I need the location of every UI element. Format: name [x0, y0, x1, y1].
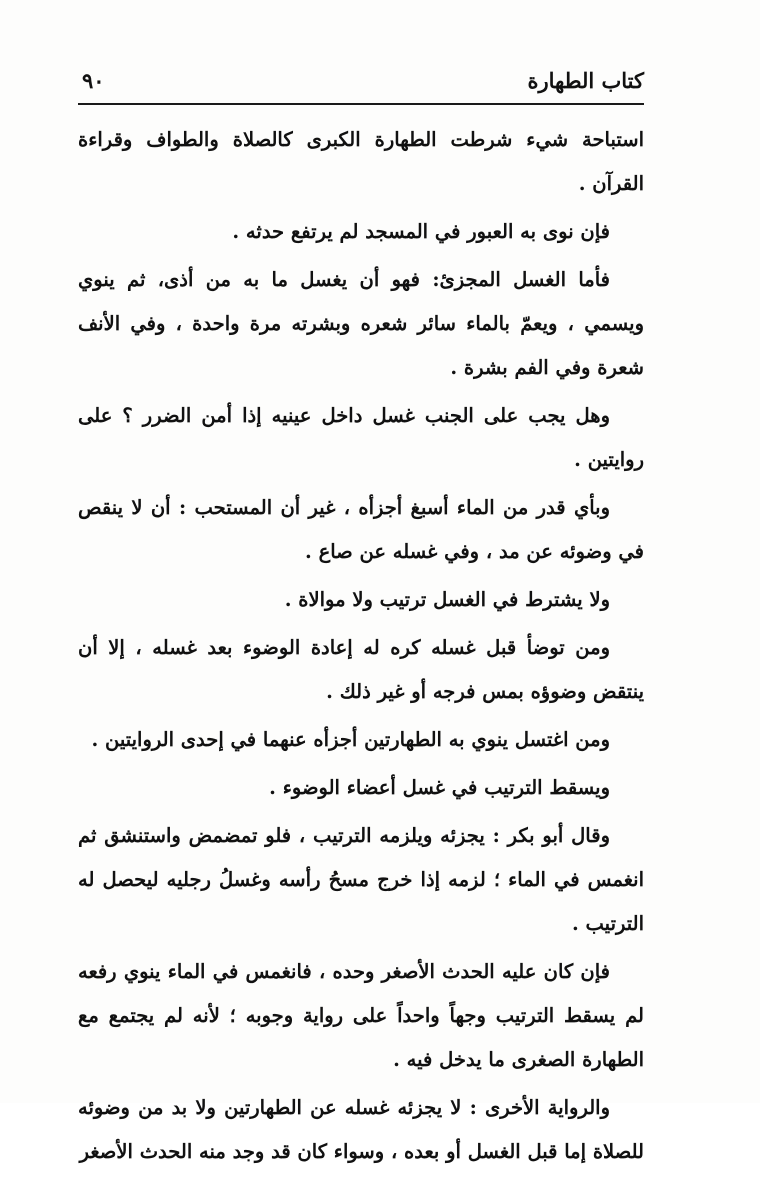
page-body — [78, 118, 644, 1178]
paragraph: ولا يشترط في الغسل ترتيب ولا موالاة . — [284, 588, 610, 611]
paragraph: والرواية الأخرى : لا يجزئه غسله عن الطهارتين ولا بد من وضوئه للصلاة إما قبل الغسل أو بعده ، وسواء كان قد وجد منه الحدث الأصغر — [78, 1096, 644, 1163]
paragraph: وهل يجب على الجنب غسل داخل عينيه إذا أمن الضرر ؟ على روايتين . — [78, 404, 644, 471]
paragraph: وبأي قدر من الماء أسبغ أجزأه ، غير أن المستحب : أن لا ينقص في وضوئه عن مد ، وفي غسله عن صاع . — [78, 496, 644, 563]
running-title: كتاب الطهارة — [527, 68, 644, 93]
paragraph: ويسقط الترتيب في غسل أعضاء الوضوء . — [269, 776, 610, 799]
page-header — [78, 62, 644, 102]
paragraph: فإن نوى به العبور في المسجد لم يرتفع حدثه . — [232, 220, 610, 243]
paragraph: ومن توضأ قبل غسله كره له إعادة الوضوء بعد غسله ، إلا أن ينتقض وضوؤه بمس فرجه أو غير ذلك . — [78, 636, 644, 703]
page-number: ٩٠ — [82, 68, 105, 93]
paragraph: وقال أبو بكر : يجزئه ويلزمه الترتيب ، فلو تمضمض واستنشق ثم انغمس في الماء ؛ لزمه إذا خرج مسحُ رأسه وغسلُ رجليه ليحصل له الترتيب . — [78, 824, 644, 935]
paragraph: ومن اغتسل ينوي به الطهارتين أجزأه عنهما في إحدى الروايتين . — [91, 728, 610, 751]
paragraph: استباحة شيء شرطت الطهارة الكبرى كالصلاة والطواف وقراءة القرآن . — [78, 128, 644, 195]
header-rule — [78, 103, 644, 105]
paragraph: فأما الغسل المجزئ: فهو أن يغسل ما به من أذى، ثم ينوي ويسمي ، ويعمّ بالماء سائر شعره وبشرته مرة واحدة ، وفي الأنف شعرة وفي الفم بشرة . — [78, 268, 644, 379]
paragraph: فإن كان عليه الحدث الأصغر وحده ، فانغمس في الماء ينوي رفعه لم يسقط الترتيب وجهاً واحداً على رواية وجوبه ؛ لأنه لم يجتمع مع الطهارة الصغرى ما يدخل فيه . — [78, 960, 644, 1071]
